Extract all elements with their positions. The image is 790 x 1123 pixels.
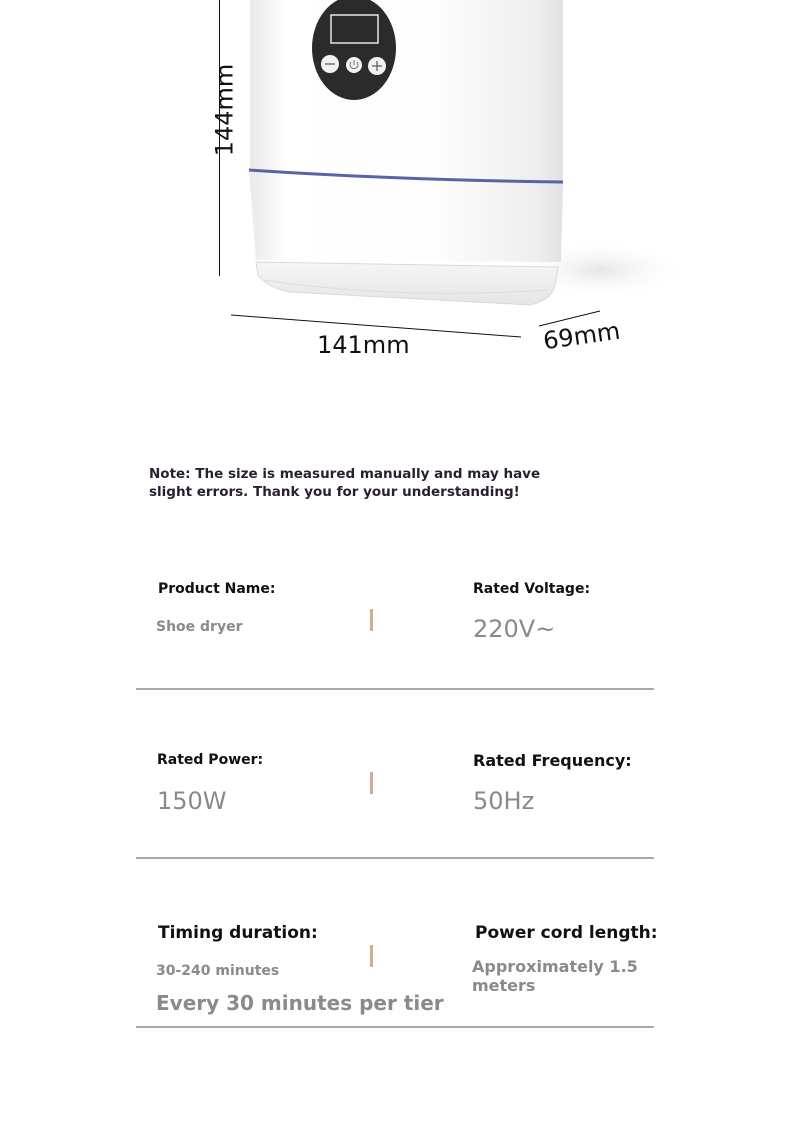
separator-tick <box>370 609 373 631</box>
spec-value-rated-voltage: 220V~ <box>473 615 556 643</box>
depth-dimension-label: 69mm <box>541 316 622 356</box>
spec-label-timing-duration: Timing duration: <box>158 923 318 943</box>
spec-value-timing-range: 30-240 minutes <box>156 963 280 979</box>
separator-tick <box>370 945 373 967</box>
spec-label-rated-voltage: Rated Voltage: <box>473 581 591 597</box>
row-divider <box>136 1026 654 1028</box>
spec-label-rated-frequency: Rated Frequency: <box>473 751 632 770</box>
spec-label-product-name: Product Name: <box>158 581 276 597</box>
shoe-dryer-illustration <box>0 0 790 380</box>
width-dimension-label: 141mm <box>317 331 410 359</box>
height-dimension-label: 144mm <box>210 63 239 157</box>
separator-tick <box>370 772 373 794</box>
spec-value-timing-step: Every 30 minutes per tier <box>156 991 444 1015</box>
measurement-note: Note: The size is measured manually and may have slight errors. Thank you for your understanding! <box>149 466 541 500</box>
spec-label-power-cord-length: Power cord length: <box>475 923 658 943</box>
spec-label-rated-power: Rated Power: <box>157 752 264 768</box>
spec-value-product-name: Shoe dryer <box>156 619 243 635</box>
spec-value-rated-power: 150W <box>157 787 227 815</box>
spec-value-rated-frequency: 50Hz <box>473 787 535 815</box>
row-divider <box>136 688 654 690</box>
spec-value-power-cord-length: Approximately 1.5 meters <box>472 957 638 995</box>
row-divider <box>136 857 654 859</box>
product-image <box>0 0 790 380</box>
